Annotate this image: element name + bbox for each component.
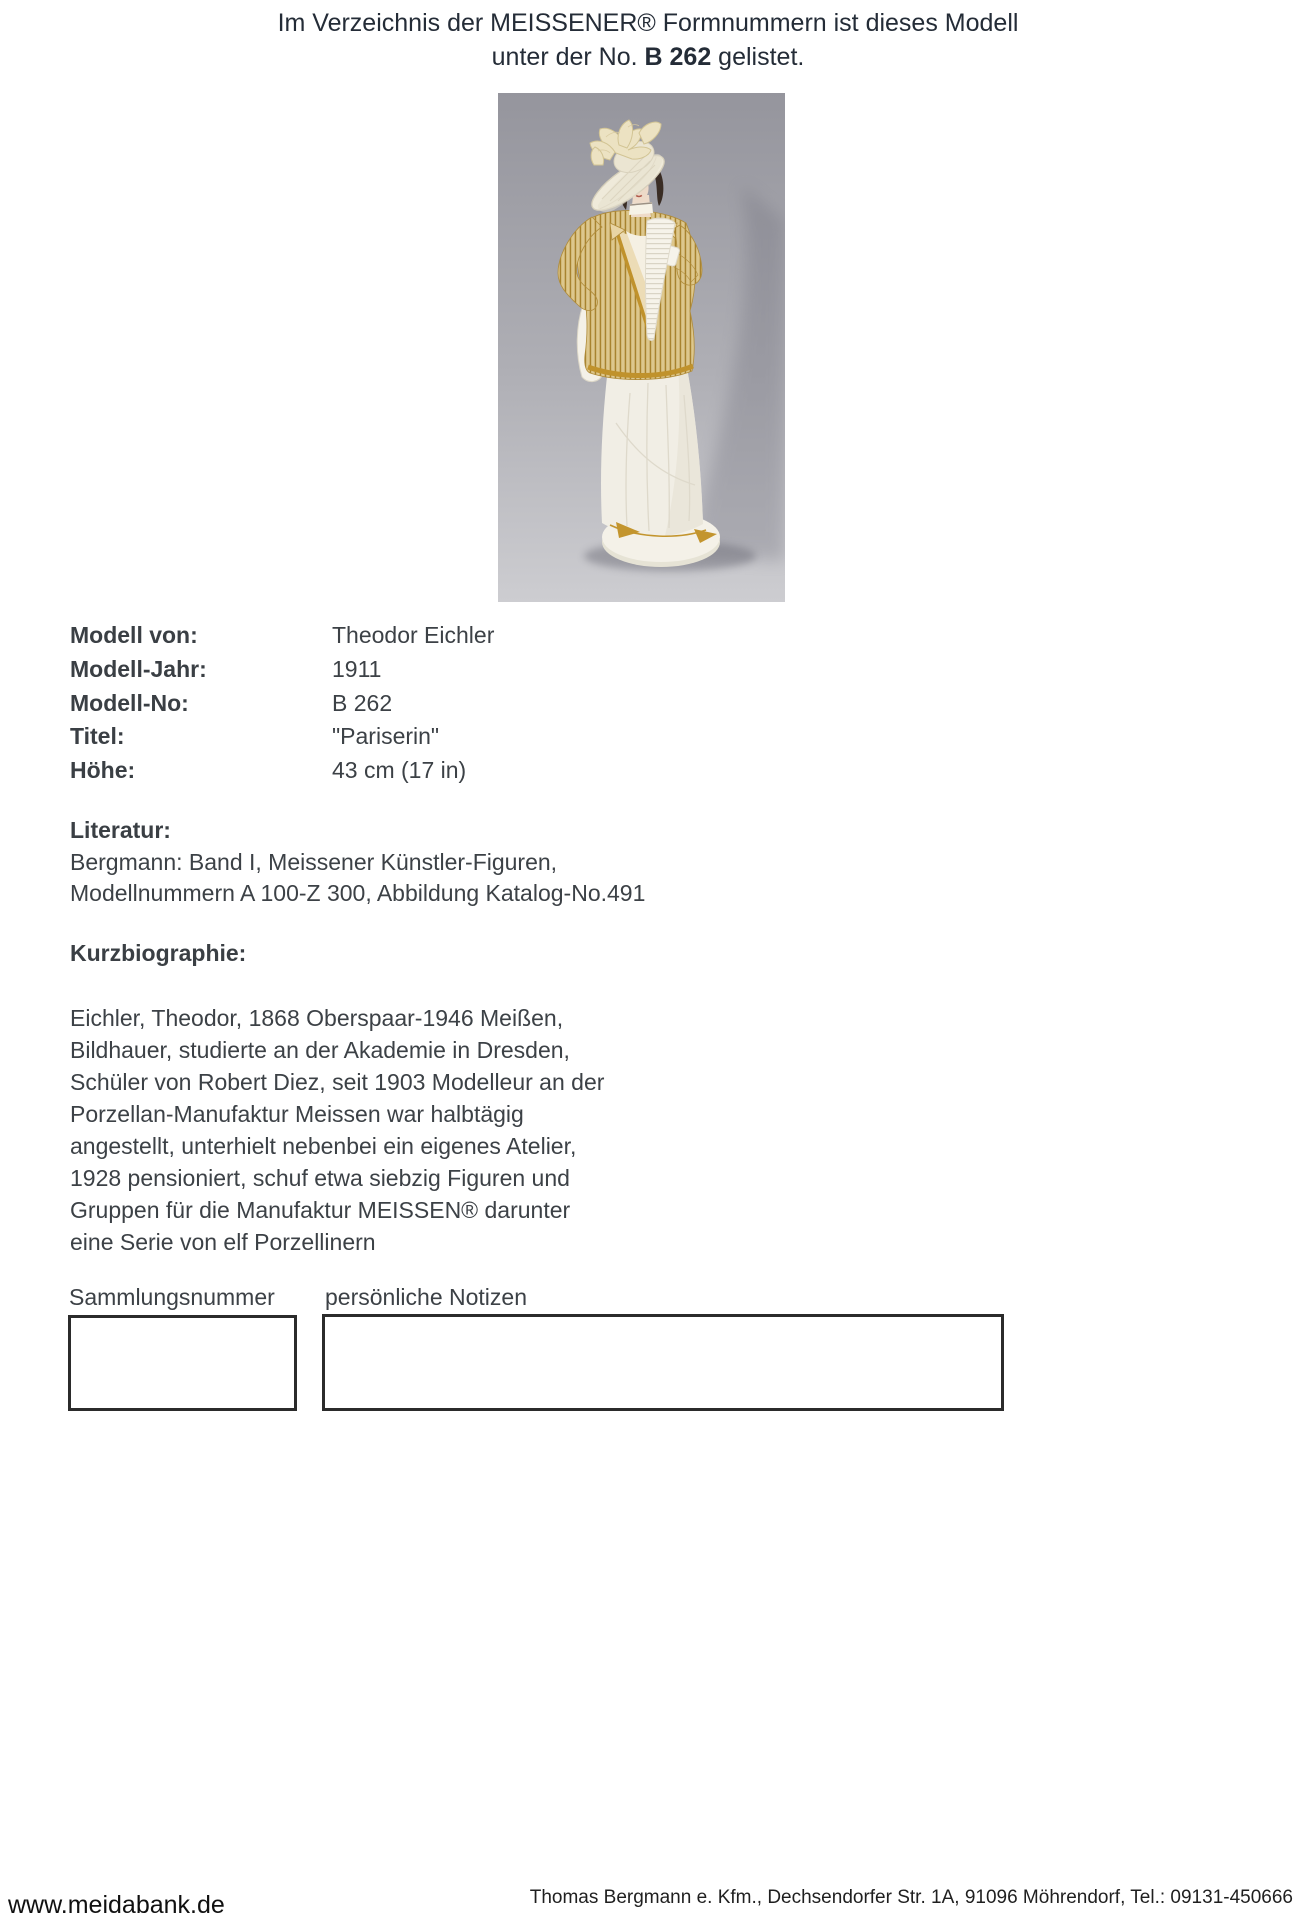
collection-number-box[interactable] <box>68 1315 297 1411</box>
detail-label: Modell-No: <box>70 689 189 716</box>
website-link[interactable]: www.meidabank.de <box>8 1891 225 1919</box>
detail-value: 1911 <box>332 655 382 682</box>
detail-value: B 262 <box>332 689 393 716</box>
literature-line: Modellnummern A 100-Z 300, Abbildung Katalog-No.491 <box>70 880 646 906</box>
detail-row-modell-von <box>70 619 494 653</box>
literature-line: Bergmann: Band I, Meissener Künstler-Figuren, <box>70 848 558 875</box>
contact-info: Thomas Bergmann e. Kfm., Dechsendorfer Str. 1A, 91096 Möhrendorf, Tel.: 09131-450666 <box>529 1887 1293 1908</box>
biography-text <box>70 1002 604 1258</box>
header-line2-prefix: unter der No. <box>491 43 645 71</box>
detail-value: Theodor Eichler <box>332 622 495 648</box>
biography-line: eine Serie von elf Porzellinern <box>70 1229 376 1255</box>
details-table <box>70 619 494 788</box>
header-line2 <box>0 40 1296 74</box>
detail-label: Modell-Jahr: <box>70 655 207 682</box>
personal-notes-label: persönliche Notizen <box>325 1284 528 1310</box>
figurine-photo <box>498 93 785 602</box>
biography-heading: Kurzbiographie: <box>70 940 247 966</box>
collection-number-label: Sammlungsnummer <box>69 1284 275 1310</box>
biography-line: angestellt, unterhielt nebenbei ein eigenes Atelier, <box>70 1133 577 1159</box>
header-line2-suffix: gelistet. <box>711 43 805 71</box>
biography-line: 1928 pensioniert, schuf etwa siebzig Figuren und <box>70 1165 570 1191</box>
biography-line: Porzellan-Manufaktur Meissen war halbtägig <box>70 1101 524 1127</box>
detail-row-hoehe <box>70 754 494 788</box>
detail-value: "Pariserin" <box>332 723 440 750</box>
detail-label: Titel: <box>70 723 125 750</box>
literature-section <box>70 815 645 910</box>
biography-line: Eichler, Theodor, 1868 Oberspaar-1946 Meißen, <box>70 1005 564 1031</box>
biography-line: Bildhauer, studierte an der Akademie in Dresden, <box>70 1037 570 1063</box>
detail-label: Höhe: <box>70 757 136 784</box>
detail-row-modell-jahr <box>70 653 494 687</box>
page-header <box>0 6 1296 74</box>
detail-row-modell-no <box>70 687 494 721</box>
header-line1: Im Verzeichnis der MEISSENER® Formnummern ist dieses Modell <box>277 9 1019 37</box>
header-model-number: B 262 <box>644 43 712 71</box>
figurine-illustration <box>498 93 785 602</box>
detail-label: Modell von: <box>70 622 198 648</box>
biography-line: Gruppen für die Manufaktur MEISSEN® darunter <box>70 1197 571 1223</box>
literature-heading: Literatur: <box>70 817 171 843</box>
detail-value: 43 cm (17 in) <box>332 757 467 784</box>
biography-line: Schüler von Robert Diez, seit 1903 Modelleur an der <box>70 1069 605 1095</box>
detail-row-titel <box>70 720 494 754</box>
personal-notes-box[interactable] <box>322 1314 1004 1411</box>
